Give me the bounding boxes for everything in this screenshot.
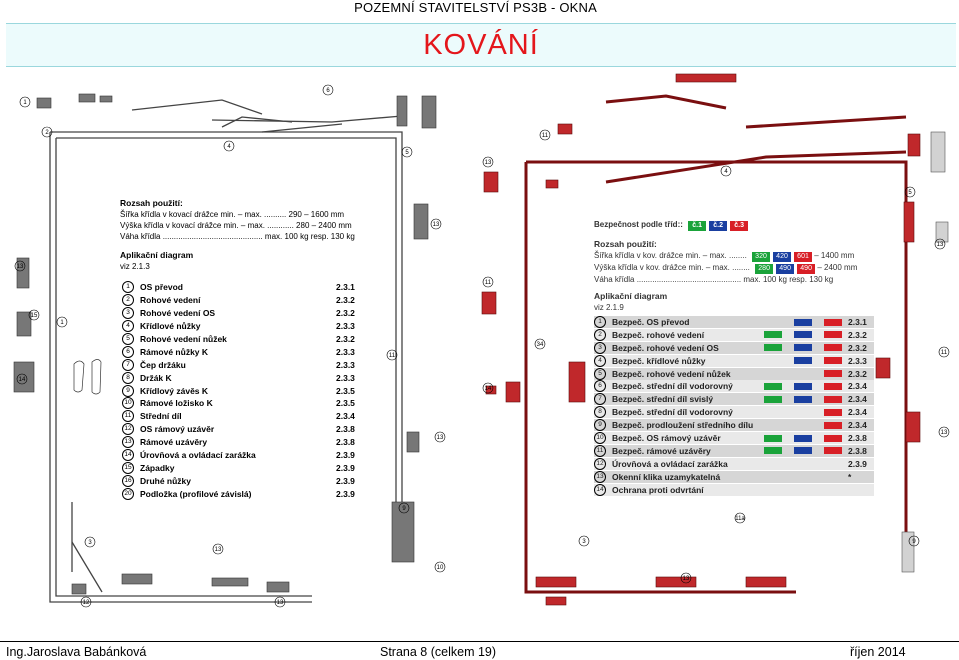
- part-number: 2: [594, 329, 606, 341]
- part-name: Úrovňová a ovládací zarážka: [612, 458, 728, 469]
- svg-text:13: 13: [16, 264, 24, 270]
- part-name: OS rámový uzávěr: [140, 424, 215, 435]
- part-reference: 2.3.1: [848, 317, 867, 327]
- part-number: 3: [594, 342, 606, 354]
- svg-text:13: 13: [276, 600, 284, 606]
- part-row: [594, 419, 874, 431]
- class-markers: [758, 319, 848, 326]
- part-row: [594, 342, 874, 354]
- svg-text:6: 6: [326, 88, 330, 94]
- part-number: 1: [122, 281, 134, 293]
- class-marker: [764, 357, 782, 364]
- part-reference: 2.3.9: [336, 450, 355, 461]
- part-reference: 2.3.2: [336, 308, 355, 319]
- class-marker: [824, 435, 842, 442]
- class-marker: [794, 383, 812, 390]
- svg-text:4: 4: [724, 169, 728, 175]
- class-marker: [764, 383, 782, 390]
- right-hardware-diagram: [466, 72, 956, 612]
- class-markers: [758, 396, 848, 403]
- part-reference: 2.3.8: [336, 437, 355, 448]
- part-row: [594, 355, 874, 367]
- class-marker: [824, 447, 842, 454]
- class-marker: [794, 473, 812, 480]
- usage-value: 490: [797, 264, 815, 274]
- svg-text:1: 1: [23, 100, 27, 106]
- part-number: 10: [122, 397, 134, 409]
- part-number: 4: [122, 320, 134, 332]
- footer-page: Strana 8 (celkem 19): [380, 645, 497, 659]
- svg-text:5: 5: [908, 190, 912, 196]
- part-number: 13: [594, 471, 606, 483]
- svg-text:9: 9: [912, 539, 916, 545]
- part-reference: 2.3.3: [336, 321, 355, 332]
- part-name: Bezpeč. OS převod: [612, 317, 690, 327]
- part-number: 7: [122, 359, 134, 371]
- usage-value: 490: [776, 264, 794, 274]
- part-name: Ochrana proti odvrtání: [612, 484, 704, 495]
- class-markers: [758, 344, 848, 351]
- part-row: [594, 393, 874, 405]
- part-row: [594, 406, 874, 418]
- part-name: Čep držáku: [140, 359, 186, 370]
- class-marker: [794, 422, 812, 429]
- left-usage-title: Rozsah použití:: [120, 198, 183, 208]
- part-reference: 2.3.2: [336, 295, 355, 306]
- usage-value: 601: [794, 252, 812, 262]
- right-usage-title: Rozsah použití:: [594, 239, 657, 249]
- part-reference: 2.3.4: [848, 420, 867, 431]
- part-number: 3: [122, 307, 134, 319]
- footer-divider: [0, 641, 959, 642]
- class-marker: [824, 486, 842, 493]
- class-marker: [764, 370, 782, 377]
- class-markers: [758, 331, 848, 338]
- class-marker: [824, 460, 842, 467]
- course-header: POZEMNÍ STAVITELSTVÍ PS3B - OKNA: [354, 0, 597, 15]
- part-number: 12: [122, 423, 134, 435]
- part-name: OS převod: [140, 282, 183, 293]
- class-markers: [758, 409, 848, 416]
- class-markers: [758, 422, 848, 429]
- part-row: [122, 397, 362, 410]
- part-reference: 2.3.2: [848, 342, 867, 353]
- svg-text:34: 34: [536, 342, 544, 348]
- svg-text:11: 11: [541, 133, 549, 139]
- class-marker: [794, 396, 812, 403]
- class-marker: [824, 370, 842, 377]
- part-reference: 2.3.8: [848, 445, 867, 456]
- class-marker: [794, 486, 812, 493]
- part-row: [594, 329, 874, 341]
- svg-text:13: 13: [484, 160, 492, 166]
- part-name: Bezpeč. rohové vedení: [612, 329, 705, 340]
- class-markers: [758, 486, 848, 493]
- footer-date: říjen 2014: [850, 645, 906, 659]
- left-diagram-ref: viz 2.1.3: [120, 262, 150, 271]
- svg-text:13: 13: [436, 435, 444, 441]
- part-number: 12: [594, 458, 606, 470]
- svg-text:13: 13: [214, 547, 222, 553]
- part-reference: 2.3.2: [336, 334, 355, 344]
- right-diagram-ref: viz 2.1.9: [594, 303, 624, 312]
- right-usage-lines: [594, 250, 894, 285]
- part-name: Střední díl: [140, 411, 182, 422]
- usage-tail: – 1400 mm: [812, 251, 855, 260]
- usage-value: 280: [755, 264, 773, 274]
- part-name: Držák K: [140, 372, 172, 383]
- page-title: KOVÁNÍ: [423, 29, 539, 61]
- part-row: [594, 458, 874, 470]
- class-marker: [824, 409, 842, 416]
- part-row: [122, 320, 362, 333]
- class-marker: [764, 331, 782, 338]
- usage-tail: max. 100 kg resp. 130 kg: [743, 275, 834, 284]
- svg-text:2: 2: [45, 130, 49, 136]
- part-row: [122, 436, 362, 449]
- usage-value: 420: [773, 252, 791, 262]
- svg-text:11: 11: [484, 280, 492, 286]
- svg-text:3: 3: [582, 539, 586, 545]
- right-usage-block: [594, 239, 894, 313]
- usage-value: 320: [752, 252, 770, 262]
- part-name: Bezpeč. OS rámový uzávěr: [612, 433, 721, 444]
- part-number: 14: [122, 449, 134, 461]
- part-row: [594, 316, 874, 328]
- class-badges: [685, 220, 748, 229]
- part-reference: 2.3.9: [336, 462, 355, 473]
- usage-label: Výška křídla v kov. drážce min. – max. ........: [594, 263, 753, 272]
- part-name: Rámové ložisko K: [140, 398, 213, 409]
- right-usage-line: [594, 250, 894, 262]
- part-number: 16: [122, 475, 134, 487]
- part-name: Křídlové nůžky: [140, 321, 201, 332]
- class-marker: [764, 435, 782, 442]
- left-diagram-title: Aplikační diagram: [120, 250, 194, 260]
- class-marker: [824, 357, 842, 364]
- class-marker: [794, 331, 812, 338]
- part-row: [594, 380, 874, 392]
- part-name: Okenní klika uzamykatelná: [612, 471, 721, 482]
- usage-label: Šířka křídla v kov. drážce min. – max. ........: [594, 251, 750, 260]
- part-reference: 2.3.5: [336, 385, 355, 396]
- part-reference: 2.3.8: [848, 433, 867, 444]
- part-reference: 2.3.4: [848, 407, 867, 418]
- part-number: 4: [594, 355, 606, 367]
- class-markers: [758, 357, 848, 364]
- class-marker: [794, 435, 812, 442]
- class-marker: [824, 331, 842, 338]
- class-marker: [794, 447, 812, 454]
- right-parts-list: [594, 316, 874, 496]
- part-reference: 2.3.1: [336, 282, 355, 293]
- part-reference: 2.3.9: [336, 488, 355, 499]
- part-name: Západky: [140, 462, 175, 473]
- part-number: 11: [122, 410, 134, 422]
- part-row: [122, 307, 362, 320]
- part-row: [122, 294, 362, 307]
- part-name: Bezpeč. rámové uzávěry: [612, 445, 711, 456]
- part-name: Podložka (profilové závislá): [140, 488, 252, 499]
- part-name: Bezpeč. střední díl svislý: [612, 394, 714, 405]
- part-number: 8: [594, 406, 606, 418]
- part-row: [122, 487, 362, 500]
- class-marker: [824, 383, 842, 390]
- svg-text:13: 13: [936, 242, 944, 248]
- class-marker: [794, 344, 812, 351]
- class-marker: [824, 396, 842, 403]
- part-number: 9: [594, 419, 606, 431]
- class-marker: [794, 370, 812, 377]
- part-number: 9: [122, 385, 134, 397]
- part-row: [122, 281, 362, 294]
- part-name: Bezpeč. prodloužení středního dílu: [612, 420, 754, 431]
- svg-text:12: 12: [82, 600, 90, 606]
- part-reference: 2.3.4: [848, 381, 867, 392]
- class-marker: [764, 447, 782, 454]
- left-usage-line: Výška křídla v kovací drážce min. – max. ............ 280 – 2400 mm: [120, 221, 352, 230]
- right-usage-line: [594, 262, 894, 274]
- part-reference: 2.3.2: [848, 368, 867, 379]
- part-name: Bezpeč. rohové vedení OS: [612, 342, 719, 353]
- part-row: [594, 471, 874, 483]
- class-badge: č.2: [709, 221, 727, 231]
- part-name: Rámové uzávěry: [140, 437, 208, 448]
- part-name: Rohové vedení OS: [140, 308, 216, 319]
- security-label: Bezpečnost podle tříd::: [594, 220, 683, 229]
- svg-text:13: 13: [432, 222, 440, 228]
- class-marker: [794, 357, 812, 364]
- class-marker: [764, 319, 782, 326]
- usage-label: Váha křídla ...............................................: [594, 275, 744, 284]
- svg-text:11: 11: [388, 353, 396, 359]
- part-row: [594, 432, 874, 444]
- part-row: [122, 345, 362, 358]
- part-number: 8: [122, 372, 134, 384]
- part-reference: *: [848, 471, 852, 482]
- part-number: 1: [594, 316, 606, 328]
- part-row: [594, 445, 874, 457]
- left-usage-block: [120, 198, 390, 272]
- svg-text:1: 1: [60, 320, 64, 326]
- svg-text:14: 14: [484, 386, 492, 392]
- part-name: Křídlový závěs K: [140, 385, 209, 396]
- class-badge: č.3: [730, 221, 748, 231]
- left-parts-list: [122, 281, 362, 500]
- left-usage-line: Šířka křídla v kovací drážce min. – max. .......... 290 – 1600 mm: [120, 210, 345, 219]
- part-reference: 2.3.3: [336, 372, 355, 383]
- part-number: 10: [594, 432, 606, 444]
- part-name: Bezpeč. křídlové nůžky: [612, 355, 706, 366]
- svg-text:9: 9: [402, 506, 406, 512]
- class-marker: [764, 409, 782, 416]
- part-row: [594, 368, 874, 380]
- part-number: 5: [122, 333, 134, 345]
- class-marker: [764, 422, 782, 429]
- part-name: Druhé nůžky: [140, 475, 192, 486]
- class-marker: [764, 396, 782, 403]
- left-usage-line: Váha křídla ............................................. max. 100 kg resp. 130 kg: [120, 232, 355, 241]
- part-row: [122, 384, 362, 397]
- class-markers: [758, 370, 848, 377]
- class-marker: [824, 319, 842, 326]
- svg-text:13: 13: [682, 576, 690, 582]
- svg-text:5: 5: [405, 150, 409, 156]
- part-row: [122, 358, 362, 371]
- part-number: 14: [594, 484, 606, 496]
- class-markers: [758, 435, 848, 442]
- part-reference: 2.3.4: [336, 411, 355, 422]
- part-number: 6: [594, 380, 606, 392]
- part-number: 11: [594, 445, 606, 457]
- class-marker: [764, 344, 782, 351]
- part-name: Rohové vedení nůžek: [140, 334, 227, 344]
- part-row: [122, 333, 362, 346]
- class-badge: č.1: [688, 221, 706, 231]
- part-name: Bezpeč. rohové vedení nůžek: [612, 368, 731, 379]
- part-reference: 2.3.2: [848, 329, 867, 340]
- class-marker: [764, 460, 782, 467]
- svg-text:14: 14: [18, 377, 26, 383]
- part-name: Úrovňová a ovládací zarážka: [140, 450, 256, 461]
- class-marker: [824, 344, 842, 351]
- part-row: [122, 423, 362, 436]
- part-name: Rámové nůžky K: [140, 346, 209, 357]
- class-marker: [794, 460, 812, 467]
- svg-text:11a: 11a: [735, 516, 745, 522]
- part-reference: 2.3.9: [848, 458, 867, 469]
- part-row: [122, 449, 362, 462]
- part-number: 5: [594, 368, 606, 380]
- class-marker: [764, 486, 782, 493]
- title-band: [6, 23, 956, 67]
- part-reference: 2.3.3: [336, 346, 355, 357]
- part-number: 6: [122, 346, 134, 358]
- class-markers: [758, 460, 848, 467]
- class-marker: [794, 319, 812, 326]
- part-name: Bezpeč. střední díl vodorovný: [612, 381, 733, 392]
- left-hardware-diagram: [12, 72, 452, 612]
- svg-text:10: 10: [436, 565, 444, 571]
- part-name: Rohové vedení: [140, 295, 201, 306]
- part-row: [122, 371, 362, 384]
- class-markers: [758, 447, 848, 454]
- right-usage-line: [594, 274, 894, 285]
- part-number: 13: [122, 436, 134, 448]
- part-reference: 2.3.9: [336, 475, 355, 486]
- part-row: [122, 461, 362, 474]
- svg-text:11: 11: [940, 350, 948, 356]
- footer-author: Ing.Jaroslava Babánková: [6, 645, 147, 659]
- part-reference: 2.3.3: [848, 355, 867, 366]
- right-diagram-title: Aplikační diagram: [594, 291, 668, 301]
- part-reference: 2.3.3: [336, 359, 355, 370]
- part-number: 15: [122, 462, 134, 474]
- security-classes-header: [594, 220, 748, 231]
- part-number: 7: [594, 393, 606, 405]
- part-name: Bezpeč. střední díl vodorovný: [612, 407, 733, 418]
- usage-tail: – 2400 mm: [815, 263, 858, 272]
- svg-text:4: 4: [227, 144, 231, 150]
- svg-text:3: 3: [88, 540, 92, 546]
- class-markers: [758, 473, 848, 480]
- part-number: 2: [122, 294, 134, 306]
- part-row: [122, 410, 362, 423]
- part-reference: 2.3.4: [848, 394, 867, 405]
- class-marker: [764, 473, 782, 480]
- part-row: [122, 474, 362, 487]
- svg-text:13: 13: [940, 430, 948, 436]
- class-marker: [824, 473, 842, 480]
- part-reference: 2.3.5: [336, 398, 355, 409]
- part-number: 20: [122, 488, 134, 500]
- class-markers: [758, 383, 848, 390]
- svg-text:15: 15: [30, 313, 38, 319]
- part-row: [594, 484, 874, 496]
- class-marker: [794, 409, 812, 416]
- part-reference: 2.3.8: [336, 424, 355, 435]
- class-marker: [824, 422, 842, 429]
